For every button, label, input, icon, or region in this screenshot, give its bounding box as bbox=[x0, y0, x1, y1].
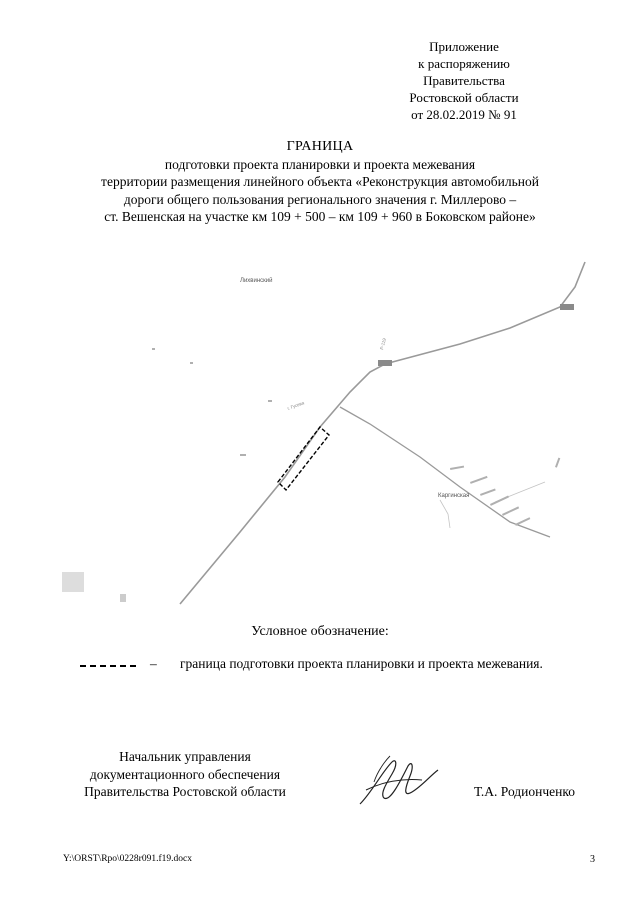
appendix-line: Правительства bbox=[423, 73, 505, 88]
title-line: подготовки проекта планировки и проекта межевания bbox=[164, 156, 476, 172]
position-line: документационного обеспечения bbox=[89, 766, 281, 782]
minor-road bbox=[440, 500, 450, 528]
appendix-line: Приложение bbox=[429, 39, 499, 54]
map-label-road: P-119 bbox=[379, 337, 387, 351]
signatory-name: Т.А. Родионченко bbox=[474, 784, 575, 799]
map-label-street: г. Гусева bbox=[286, 400, 305, 411]
settlement-street-marks bbox=[62, 348, 560, 602]
document-title-block bbox=[0, 138, 640, 226]
position-line: Правительства Ростовской области bbox=[84, 784, 286, 799]
appendix-line: к распоряжению bbox=[418, 56, 510, 71]
legend-title: Условное обозначение: bbox=[251, 624, 389, 639]
handwritten-signature bbox=[352, 752, 442, 812]
road-marker bbox=[560, 304, 574, 310]
position-line: Начальник управления bbox=[119, 749, 251, 764]
title-line: территории размещения линейного объекта «Реконструкция автомобильной bbox=[101, 174, 539, 189]
title-line: дороги общего пользования регионального значения г. Миллерово – bbox=[123, 191, 517, 207]
road-marker bbox=[378, 360, 392, 366]
map-label-village: Лихвинский bbox=[240, 278, 273, 284]
appendix-line: Ростовской области bbox=[409, 90, 519, 105]
footer-file-path: Y:\ORST\Rpo\0228r091.f19.docx bbox=[63, 854, 192, 864]
side-road bbox=[340, 407, 550, 537]
map-label-settlement: Каргинская bbox=[438, 493, 470, 499]
title-line: ст. Вешенская на участке км 109 + 500 – км 109 + 960 в Боковском районе» bbox=[104, 209, 536, 224]
legend-row bbox=[80, 656, 620, 676]
dashed-boundary-symbol bbox=[80, 665, 136, 667]
document-heading: ГРАНИЦА bbox=[286, 139, 354, 154]
appendix-block bbox=[364, 38, 564, 123]
legend-description: граница подготовки проекта планировки и проекта межевания. bbox=[180, 656, 543, 671]
boundary-map bbox=[40, 232, 600, 612]
appendix-line: от 28.02.2019 № 91 bbox=[411, 107, 517, 122]
signatory-position bbox=[55, 748, 315, 801]
planning-boundary bbox=[278, 427, 329, 490]
page-number: 3 bbox=[590, 854, 595, 865]
legend-dash: – bbox=[150, 656, 157, 671]
